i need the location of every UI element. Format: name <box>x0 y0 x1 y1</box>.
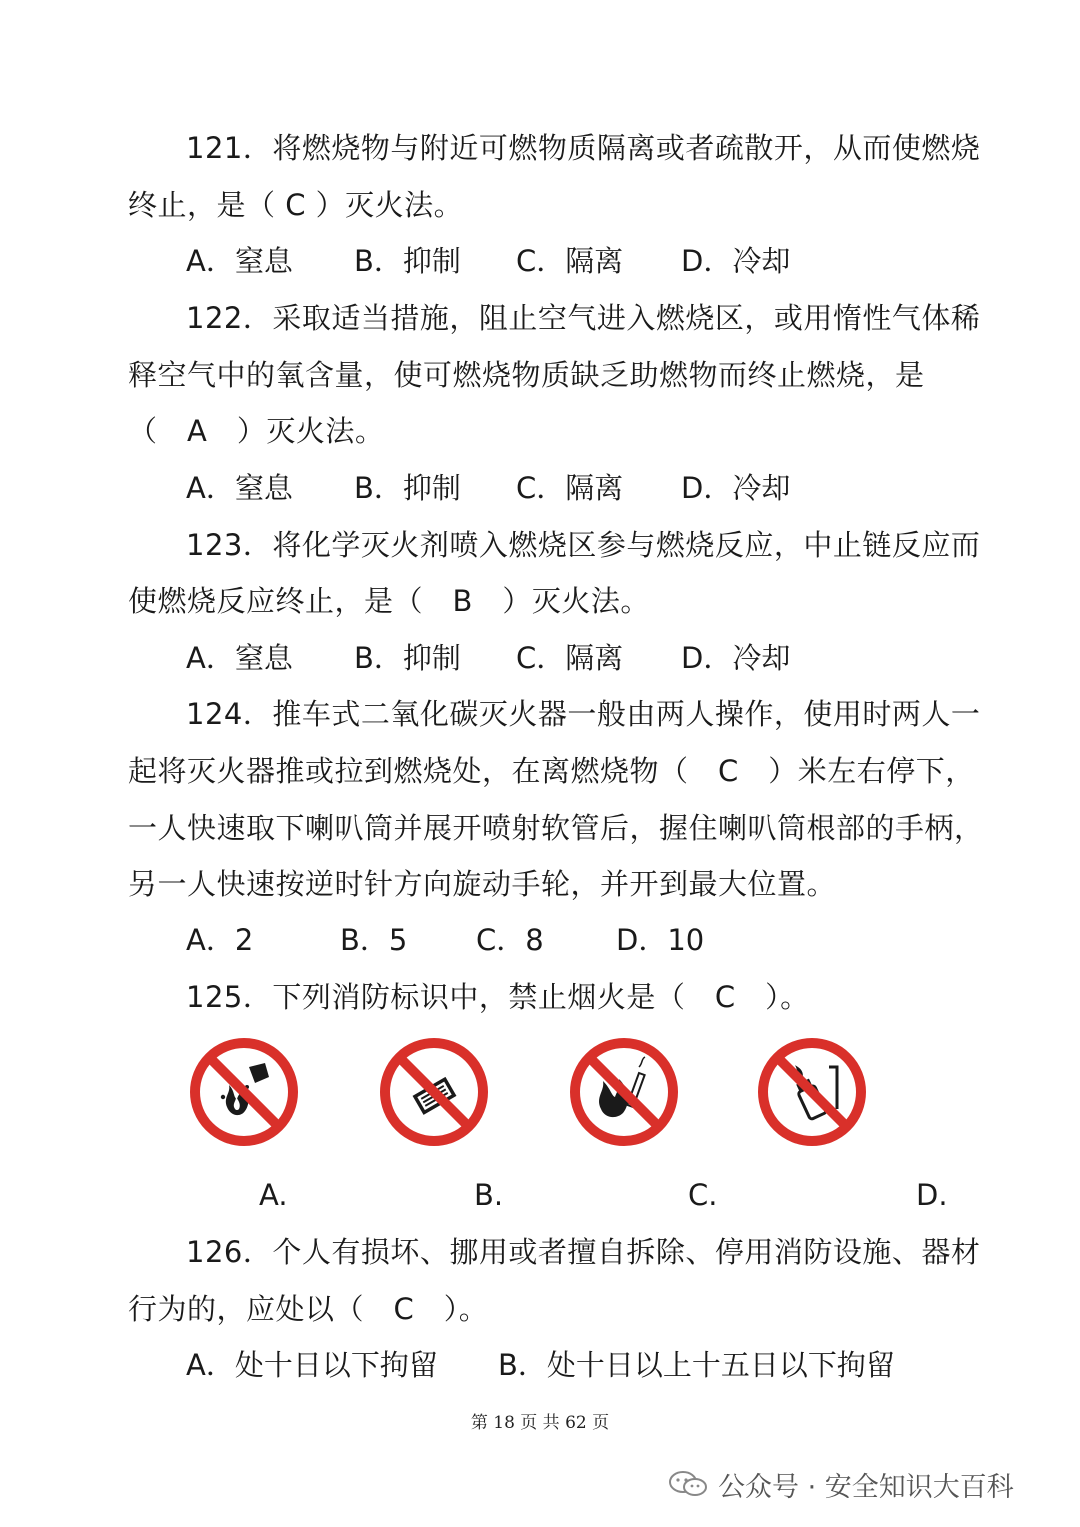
q124-line-4: 另一人快速按逆时针方向旋动手轮，并开到最大位置。 <box>128 867 837 901</box>
option-a: A．窒息 <box>186 471 293 505</box>
sign-label-c: C. <box>688 1178 718 1212</box>
option-b: B．抑制 <box>354 641 461 675</box>
option-b: B．抑制 <box>354 244 461 278</box>
option-c: C．隔离 <box>516 471 624 505</box>
option-c: C．隔离 <box>516 641 624 675</box>
wechat-official-account-icon <box>668 1469 708 1499</box>
q123-line-1: 123．将化学灭火剂喷入燃烧区参与燃烧反应，中止链反应而 <box>186 528 981 562</box>
q122-line-1: 122．采取适当措施，阻止空气进入燃烧区，或用惰性气体稀 <box>186 301 981 335</box>
sign-label-a: A. <box>259 1178 288 1212</box>
option-d: D．冷却 <box>681 244 791 278</box>
option-d: D．冷却 <box>681 471 791 505</box>
option-d: D．冷却 <box>681 641 791 675</box>
no-smoking-and-fire-sign-icon <box>569 1037 679 1147</box>
watermark <box>668 1462 1014 1506</box>
q124-line-2: 起将灭火器推或拉到燃烧处，在离燃烧物（ C ）米左右停下， <box>128 754 975 788</box>
q122-line-2: 释空气中的氧含量，使可燃烧物质缺乏助燃物而终止燃烧，是 <box>128 358 925 392</box>
option-a: A．窒息 <box>186 244 293 278</box>
no-open-flame-sign-icon <box>189 1037 299 1147</box>
option-b: B．抑制 <box>354 471 461 505</box>
q126-line-2: 行为的，应处以（ C ）。 <box>128 1292 489 1326</box>
sign-label-d: D. <box>916 1178 948 1212</box>
option-a: A．2 <box>186 923 254 957</box>
q122-line-3: （ A ）灭火法。 <box>128 414 385 448</box>
option-b: B．处十日以上十五日以下拘留 <box>498 1348 895 1382</box>
option-a: A．窒息 <box>186 641 293 675</box>
option-c: C．隔离 <box>516 244 624 278</box>
q124-line-3: 一人快速取下喇叭筒并展开喷射软管后，握住喇叭筒根部的手柄， <box>128 811 984 845</box>
q121-line-1: 121．将燃烧物与附近可燃物质隔离或者疏散开，从而使燃烧 <box>186 131 981 165</box>
watermark-text: 公众号 · 安全知识大百科 <box>718 1471 1014 1503</box>
page-number-footer: 第 18 页 共 62 页 <box>470 1413 610 1433</box>
q124-line-1: 124．推车式二氧化碳灭火器一般由两人操作，使用时两人一 <box>186 697 981 731</box>
q125-line-1: 125．下列消防标识中，禁止烟火是（ C ）。 <box>186 980 810 1014</box>
no-lighter-sign-icon <box>757 1037 867 1147</box>
q121-line-2: 终止，是（ C ）灭火法。 <box>128 188 464 222</box>
option-c: C．8 <box>476 923 544 957</box>
q126-line-1: 126．个人有损坏、挪用或者擅自拆除、停用消防设施、器材 <box>186 1235 981 1269</box>
option-b: B．5 <box>340 923 408 957</box>
q123-line-2: 使燃烧反应终止，是（ B ）灭火法。 <box>128 584 650 618</box>
option-a: A．处十日以下拘留 <box>186 1348 438 1382</box>
option-d: D．10 <box>616 923 705 957</box>
no-matches-sign-icon <box>379 1037 489 1147</box>
sign-label-b: B. <box>474 1178 504 1212</box>
